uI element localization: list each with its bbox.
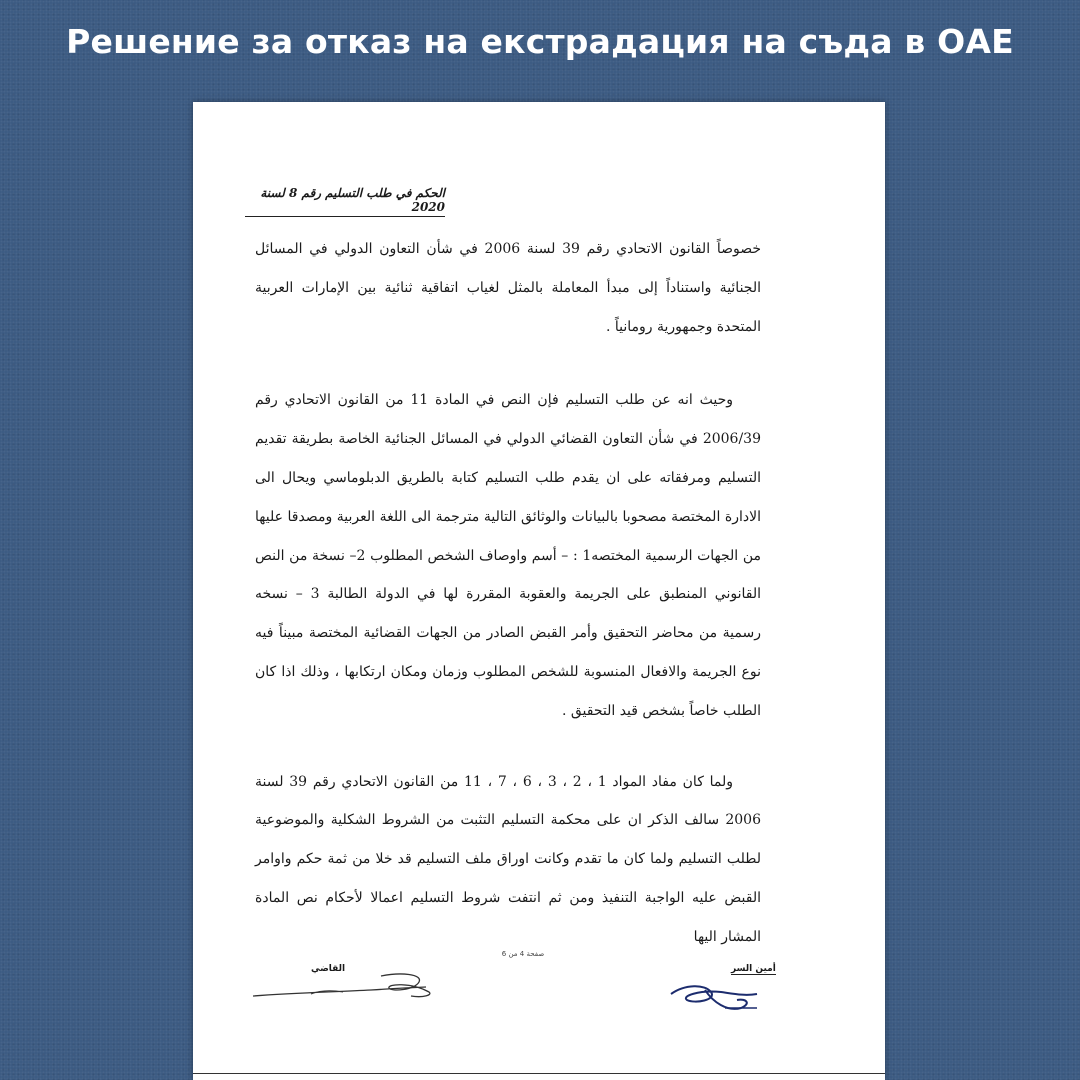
judge-label: القاضي [311,964,346,974]
paragraph-2: وحيث انه عن طلب التسليم فإن النص في المادة 11 من القانون الاتحادي رقم 2006/39 في شأن التعاون القضائي الدولي في المسائل الجنائية الخاصة بطريقة تقديم التسليم ومرفقاته على ان يقدم طلب التسليم كتابة بالطريق الدبلوماسي ويحال الى الادارة المختصة مصحوبا بالبيانات والوثائق التالية مترجمة الى اللغة العربية ومصدقا عليها من الجهات الرسمية المختصه1 : – أسم واوصاف الشخص المطلوب 2– نسخة من النص القانوني المنطبق على الجريمة والعقوبة المقررة لها في الدولة الطالبة 3 – نسخه رسمية من محاضر التحقيق وأمر القبض الصادر من الجهات القضائية المختصة مبيناً فيه نوع الجريمة والافعال المنسوبة للشخص المطلوب وزمان ومكان ارتكابها ، وذلك اذا كان الطلب خاصاً بشخص قيد التحقيق . [255,392,761,719]
paragraph-1: خصوصاً القانون الاتحادي رقم 39 لسنة 2006 في شأن التعاون الدولي في المسائل الجنائية واستناداً إلى مبدأ المعاملة بالمثل لغياب اتفاقية ثنائية بين الإمارات العربية المتحدة وجمهورية رومانياً . [255,241,761,335]
document-body [255,230,761,957]
secretary-label: أمين السر [731,964,776,974]
document-header: الحكم في طلب التسليم رقم 8 لسنة 2020 [245,186,445,217]
page-bottom-rule [193,1073,885,1074]
judge-signature-icon [251,968,441,1008]
headline-title: Решение за отказ на екстрадация на съда в ОАЕ [66,22,1014,61]
secretary-signature-icon [665,974,765,1018]
page-number: صفحة 4 من 6 [501,950,545,958]
paragraph-3: ولما كان مفاد المواد 1 ، 2 ، 3 ، 6 ، 7 ، 11 من القانون الاتحادي رقم 39 لسنة 2006 سالف الذكر ان على محكمة التسليم التثبت من الشروط الشكلية والموضوعية لطلب التسليم ولما كان ما تقدم وكانت اوراق ملف التسليم قد خلا من ثمة حكم واوامر القبض عليه الواجبة التنفيذ ومن ثم انتفت شروط التسليم اعمالا لأحكام نص المادة المشار اليها [255,773,761,945]
court-document-page [193,102,885,1080]
